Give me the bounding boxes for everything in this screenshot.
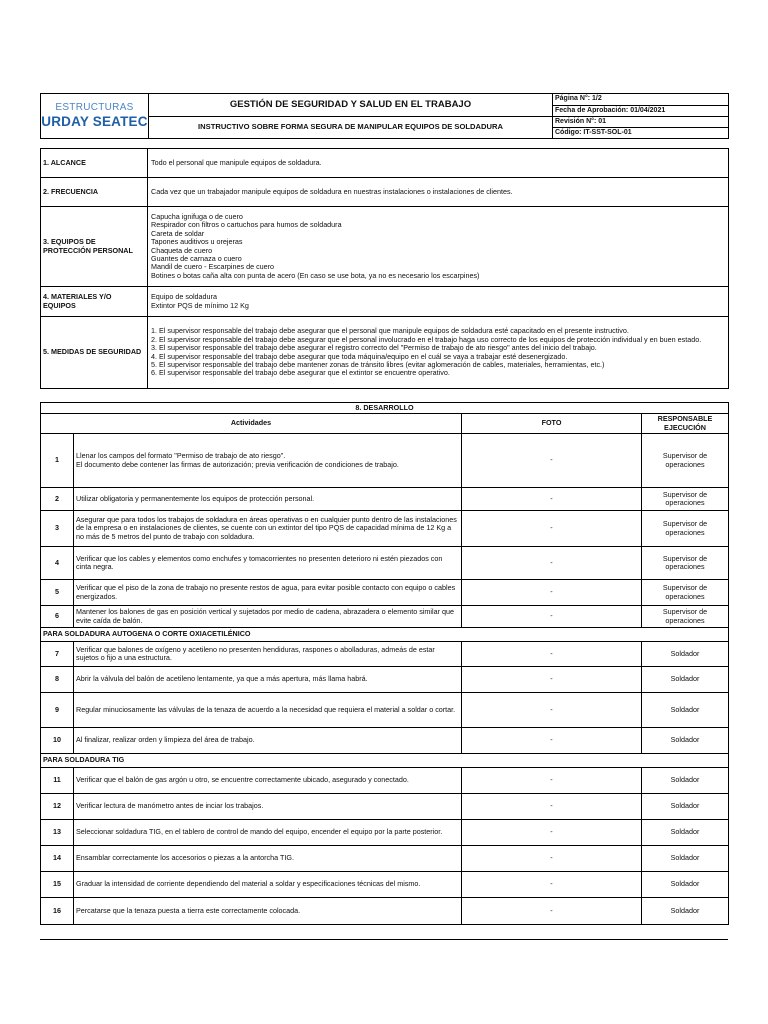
- desarrollo-header-row: [41, 414, 729, 434]
- col-header-actividades: Actividades: [41, 414, 462, 434]
- approval-date: Fecha de Aprobación: 01/04/2021: [553, 106, 729, 117]
- table-row: [41, 768, 729, 794]
- row-activity: Verificar lectura de manómetro antes de inciar los trabajos.: [74, 794, 462, 820]
- row-number: 10: [41, 728, 74, 754]
- row-responsable: Soldador: [642, 768, 729, 794]
- medidas-row: [41, 317, 729, 389]
- row-number: 12: [41, 794, 74, 820]
- table-row: [41, 794, 729, 820]
- table-row: [41, 547, 729, 580]
- row-foto: -: [462, 547, 642, 580]
- row-foto: -: [462, 846, 642, 872]
- medidas-item: 6. El supervisor responsable del trabajo debe asegurar que el extintor se encuentre operativo.: [151, 368, 450, 378]
- alcance-label: 1. ALCANCE: [41, 149, 148, 178]
- row-number: 14: [41, 846, 74, 872]
- alcance-row: [41, 149, 729, 178]
- row-foto: -: [462, 872, 642, 898]
- row-number: 4: [41, 547, 74, 580]
- row-responsable: Soldador: [642, 898, 729, 925]
- table-row: [41, 606, 729, 628]
- row-activity: Percatarse que la tenaza puesta a tierra este correctamente colocada.: [74, 898, 462, 925]
- logo-top-text: ESTRUCTURAS: [55, 102, 134, 113]
- table-row: [41, 580, 729, 606]
- epp-list: [148, 207, 729, 287]
- row-foto: -: [462, 820, 642, 846]
- row-number: 8: [41, 667, 74, 693]
- table-row: [41, 642, 729, 667]
- row-responsable: Supervisor de operaciones: [642, 580, 729, 606]
- row-number: 11: [41, 768, 74, 794]
- desarrollo-title: 8. DESARROLLO: [41, 403, 729, 414]
- row-foto: -: [462, 794, 642, 820]
- epp-item: Mandil de cuero - Escarpines de cuero: [151, 262, 275, 272]
- epp-item: Chaqueta de cuero: [151, 245, 213, 255]
- col-header-responsable: RESPONSABLE EJECUCIÓN: [642, 414, 729, 434]
- row-responsable: Supervisor de operaciones: [642, 547, 729, 580]
- materiales-item: Equipo de soldadura: [151, 292, 217, 302]
- row-activity: Regular minuciosamente las válvulas de la tenaza de acuerdo a la necesidad que requiera el material a soldar o cortar.: [74, 693, 462, 728]
- row-activity: Utilizar obligatoria y permanentemente los equipos de protección personal.: [74, 488, 462, 511]
- row-activity: [74, 434, 462, 488]
- row-activity: Graduar la intensidad de corriente dependiendo del material a soldar y especificaciones técnicas del mismo.: [74, 872, 462, 898]
- bottom-divider: [40, 939, 728, 940]
- row-foto: -: [462, 580, 642, 606]
- frecuencia-value: Cada vez que un trabajador manipule equipos de soldadura en nuestras instalaciones o instalaciones de clientes.: [148, 178, 729, 207]
- alcance-value: Todo el personal que manipule equipos de soldadura.: [148, 149, 729, 178]
- row-responsable: Soldador: [642, 728, 729, 754]
- document-subtitle: INSTRUCTIVO SOBRE FORMA SEGURA DE MANIPULAR EQUIPOS DE SOLDADURA: [149, 117, 553, 139]
- table-row: [41, 820, 729, 846]
- logo-main-text: URDAY SEATEC: [41, 114, 148, 129]
- medidas-item: 3. El supervisor responsable del trabajo debe asegurar el registro correcto del "Permiso de trabajo de ato riesgo" antes del inicio del trabajo.: [151, 343, 597, 353]
- table-row: [41, 728, 729, 754]
- row-number: 16: [41, 898, 74, 925]
- row-responsable: Soldador: [642, 846, 729, 872]
- row-foto: -: [462, 768, 642, 794]
- row-activity: Verificar que balones de oxígeno y acetileno no presenten hendiduras, raspones o abolladuras, admeás de estar sujetos o fijo a una estructura.: [74, 642, 462, 667]
- frecuencia-label: 2. FRECUENCIA: [41, 178, 148, 207]
- row-activity: Ensamblar correctamente los accesorios o piezas a la antorcha TIG.: [74, 846, 462, 872]
- medidas-item: 5. El supervisor responsable del trabajo debe mantener zonas de tránsito libres (evitar aglomeración de cables, materiales, herramientas, etc.): [151, 359, 605, 369]
- medidas-item: 2. El supervisor responsable del trabajo debe asegurar que el personal involucrado en el trabajo haga uso correcto de los equipos de protección individual y en buen estado.: [151, 334, 702, 344]
- row-responsable: Soldador: [642, 820, 729, 846]
- table-row: [41, 511, 729, 547]
- row-activity: Al finalizar, realizar orden y limpieza del área de trabajo.: [74, 728, 462, 754]
- row-foto: -: [462, 667, 642, 693]
- materiales-row: [41, 287, 729, 317]
- row-number: 2: [41, 488, 74, 511]
- epp-item: Guantes de carnaza o cuero: [151, 253, 242, 263]
- epp-item: Careta de soldar: [151, 228, 205, 238]
- medidas-label: 5. MEDIDAS DE SEGURIDAD: [41, 317, 148, 389]
- row-foto: -: [462, 728, 642, 754]
- general-info-table: [40, 148, 729, 389]
- table-row: [41, 488, 729, 511]
- table-row: [41, 667, 729, 693]
- row-responsable: Soldador: [642, 642, 729, 667]
- row-activity: Abrir la válvula del balón de acetileno lentamente, ya que a más apertura, más llama habrá.: [74, 667, 462, 693]
- table-row: [41, 872, 729, 898]
- materiales-list: [148, 287, 729, 317]
- epp-item: Capucha ignifuga o de cuero: [151, 211, 243, 221]
- row-foto: -: [462, 693, 642, 728]
- row-foto: -: [462, 642, 642, 667]
- epp-item: Respirador con filtros o cartuchos para humos de soldadura: [151, 220, 342, 230]
- row-responsable: Soldador: [642, 693, 729, 728]
- section-header-autogena: PARA SOLDADURA AUTOGENA O CORTE OXIACETILÉNICO: [41, 628, 729, 642]
- row-responsable: Soldador: [642, 794, 729, 820]
- row-number: 3: [41, 511, 74, 547]
- row-foto: -: [462, 898, 642, 925]
- document-title: GESTIÓN DE SEGURIDAD Y SALUD EN EL TRABAJO: [149, 94, 553, 117]
- revision-number: Revisión N°: 01: [553, 117, 729, 128]
- row-responsable: Soldador: [642, 872, 729, 898]
- row-responsable: Supervisor de operaciones: [642, 434, 729, 488]
- medidas-list: [148, 317, 729, 389]
- row-activity: Verificar que el balón de gas argón u otro, se encuentre correctamente ubicado, asegurado y conectado.: [74, 768, 462, 794]
- frecuencia-row: [41, 178, 729, 207]
- medidas-item: 1. El supervisor responsable del trabajo debe asegurar que el personal que manipule equipos de soldadura esté capacitado en el presente instructivo.: [151, 326, 629, 336]
- row-number: 7: [41, 642, 74, 667]
- row-number: 6: [41, 606, 74, 628]
- epp-row: [41, 207, 729, 287]
- medidas-item: 4. El supervisor responsable del trabajo debe asegurar que toda máquina/equipo en el cuál se vaya a trabajar esté desenergizado.: [151, 351, 568, 361]
- row-activity-line: Llenar los campos del formato "Permiso de trabajo de ato riesgo". El documento debe contener las firmas de autorización; previa verificación de condiciones de trabajo.: [76, 451, 399, 469]
- table-row: [41, 898, 729, 925]
- row-number: 1: [41, 434, 74, 488]
- materiales-label: 4. MATERIALES Y/O EQUIPOS: [41, 287, 148, 317]
- row-number: 13: [41, 820, 74, 846]
- row-responsable: Soldador: [642, 667, 729, 693]
- row-number: 9: [41, 693, 74, 728]
- row-responsable: Supervisor de operaciones: [642, 511, 729, 547]
- table-row: [41, 434, 729, 488]
- document-header: [40, 93, 729, 139]
- row-activity: Verificar que el piso de la zona de trabajo no presente restos de agua, para evitar posible contacto con equipo o cables energizados.: [74, 580, 462, 606]
- row-responsable: Supervisor de operaciones: [642, 488, 729, 511]
- epp-item: Tapones auditivos u orejeras: [151, 237, 243, 247]
- section-header-tig: PARA SOLDADURA TIG: [41, 754, 729, 768]
- desarrollo-table: [40, 402, 729, 925]
- epp-label: 3. EQUIPOS DE PROTECCIÓN PERSONAL: [41, 207, 148, 287]
- row-activity: Seleccionar soldadura TIG, en el tablero de control de mando del equipo, encender el equipo por la parte posterior.: [74, 820, 462, 846]
- materiales-item: Extintor PQS de mínimo 12 Kg: [151, 300, 249, 310]
- col-header-foto: FOTO: [462, 414, 642, 434]
- row-activity: Asegurar que para todos los trabajos de soldadura en áreas operativas o en cualquier punto dentro de las instalaciones de la empresa o en instalaciones de clientes, se cuente con un extintor del tipo PQS de capacidad mínima de 12 Kg a no más de 5 metros del punto de trabajo con soldadura.: [74, 511, 462, 547]
- document-code: Código: IT-SST-SOL-01: [553, 128, 729, 139]
- row-foto: -: [462, 511, 642, 547]
- row-foto: -: [462, 488, 642, 511]
- row-responsable: Supervisor de operaciones: [642, 606, 729, 628]
- page-number: Página N°: 1/2: [553, 94, 729, 106]
- row-number: 5: [41, 580, 74, 606]
- row-foto: -: [462, 606, 642, 628]
- row-activity: Mantener los balones de gas en posición vertical y sujetados por medio de cadena, abrazadera o elemento similar que evite caída de balón.: [74, 606, 462, 628]
- company-logo: [41, 94, 149, 139]
- row-number: 15: [41, 872, 74, 898]
- row-activity: Verificar que los cables y elementos como enchufes y tomacorrientes no presenten deterioro ni estén piezados con cinta negra.: [74, 547, 462, 580]
- row-foto: -: [462, 434, 642, 488]
- epp-item: Botines o botas caña alta con punta de acero (En caso se use bota, ya no es necesario los escarpines): [151, 270, 480, 280]
- table-row: [41, 693, 729, 728]
- table-row: [41, 846, 729, 872]
